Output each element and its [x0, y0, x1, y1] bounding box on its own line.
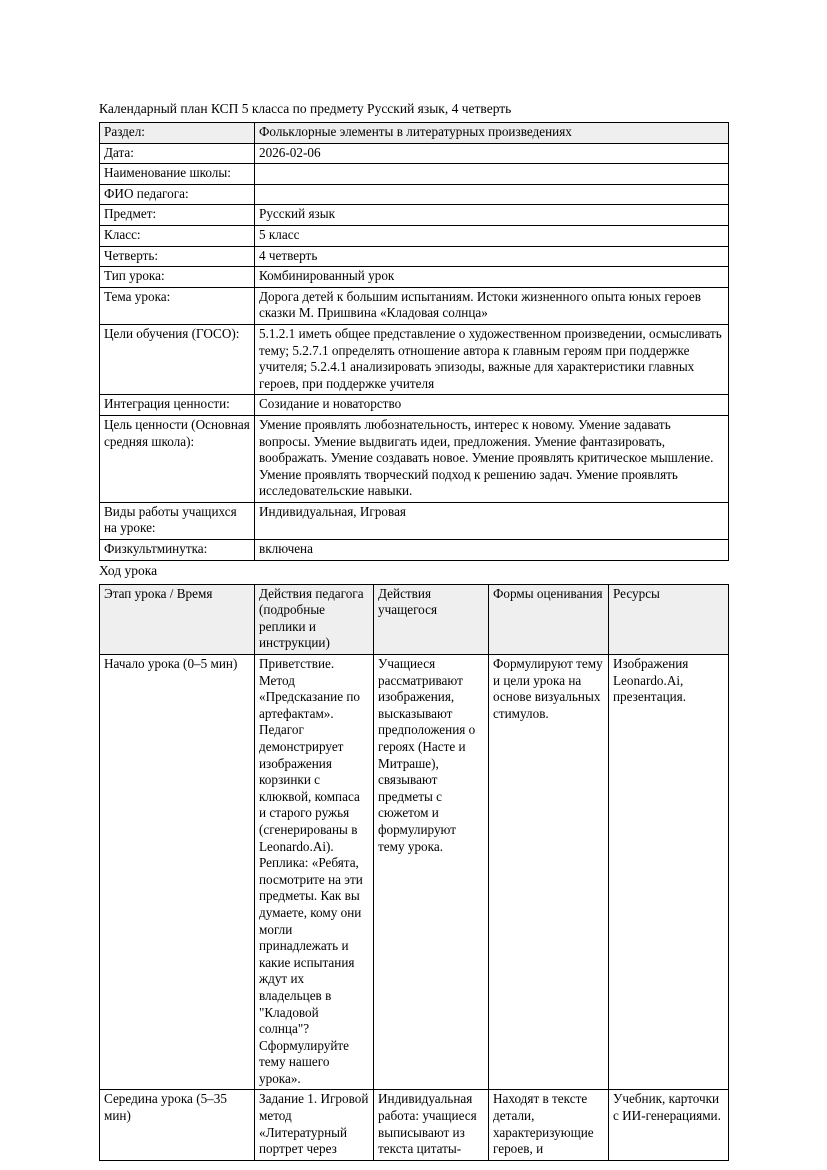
flow-teacher-cell: Приветствие. Метод «Предсказание по артефактам». Педагог демонстрирует изображения корзинки с клюквой, компаса и старого ружья (сгенерированы в Leonardo.Ai). Реплика: «Ребята, посмотрите на эти предметы. Как вы думаете, кому они могли принадлежать и какие испытания ждут их владельцев в "Кладовой солнца"? Сформулируйте тему нашего урока». — [255, 655, 374, 1090]
flow-stage-cell: Начало урока (0–5 мин) — [100, 655, 255, 1090]
info-row-label: Дата: — [100, 143, 255, 164]
info-row-label: Класс: — [100, 225, 255, 246]
flow-resources-cell: Учебник, карточки с ИИ-генерациями. — [609, 1090, 729, 1160]
info-row-label: Цели обучения (ГОСО): — [100, 324, 255, 394]
flow-column-header: Этап урока / Время — [100, 584, 255, 654]
info-row-label: ФИО педагога: — [100, 184, 255, 205]
flow-student-cell: Учащиеся рассматривают изображения, высказывают предположения о героях (Насте и Митраше), связывают предметы с сюжетом и формулируют тему урока. — [374, 655, 489, 1090]
info-row-value: 5 класс — [255, 225, 729, 246]
info-row-value: Дорога детей к большим испытаниям. Истоки жизненного опыта юных героев сказки М. Пришвина «Кладовая солнца» — [255, 287, 729, 324]
flow-teacher-cell: Задание 1. Игровой метод «Литературный портрет через — [255, 1090, 374, 1160]
table-row — [100, 324, 729, 394]
info-row-label: Интеграция ценности: — [100, 395, 255, 416]
info-row-value: 4 четверть — [255, 246, 729, 267]
table-row — [100, 246, 729, 267]
flow-assessment-cell: Находят в тексте детали, характеризующие героев, и — [489, 1090, 609, 1160]
table-row — [100, 164, 729, 185]
table-row — [100, 143, 729, 164]
info-row-label: Виды работы учащихся на уроке: — [100, 502, 255, 539]
flow-table-header-row — [100, 584, 729, 654]
lesson-flow-heading: Ход урока — [99, 562, 158, 578]
info-row-label: Цель ценности (Основная средняя школа): — [100, 415, 255, 502]
info-row-value: включена — [255, 540, 729, 561]
info-row-value: Комбинированный урок — [255, 267, 729, 288]
info-row-value — [255, 184, 729, 205]
flow-student-cell: Индивидуальная работа: учащиеся выписывают из текста цитаты- — [374, 1090, 489, 1160]
lesson-flow-table — [99, 584, 729, 1161]
info-row-value: Фольклорные элементы в литературных произведениях — [255, 123, 729, 144]
table-row — [100, 184, 729, 205]
info-row-value: Индивидуальная, Игровая — [255, 502, 729, 539]
table-row — [100, 415, 729, 502]
flow-column-header: Формы оценивания — [489, 584, 609, 654]
info-row-label: Предмет: — [100, 205, 255, 226]
table-row — [100, 1090, 729, 1160]
table-row — [100, 540, 729, 561]
info-row-label: Четверть: — [100, 246, 255, 267]
info-row-value: Умение проявлять любознательность, интерес к новому. Умение задавать вопросы. Умение выдвигать идеи, предложения. Умение фантазировать, воображать. Умение создавать новое. Умение проявлять критическое мышление. Умение проявлять творческий подход к решению задач. Умение проявлять исследовательские навыки. — [255, 415, 729, 502]
info-row-value: 5.1.2.1 иметь общее представление о художественном произведении, осмысливать тему; 5.2.7.1 определять отношение автора к главным героям при поддержке учителя; 5.2.4.1 анализировать эпизоды, важные для характеристики главных героев, при поддержке учителя — [255, 324, 729, 394]
table-row — [100, 225, 729, 246]
table-row — [100, 205, 729, 226]
info-row-label: Раздел: — [100, 123, 255, 144]
table-row — [100, 123, 729, 144]
info-row-label: Тип урока: — [100, 267, 255, 288]
info-row-value: 2026-02-06 — [255, 143, 729, 164]
info-row-label: Физкультминутка: — [100, 540, 255, 561]
lesson-info-table-body — [100, 123, 729, 561]
flow-stage-cell: Середина урока (5–35 мин) — [100, 1090, 255, 1160]
info-row-value: Русский язык — [255, 205, 729, 226]
table-row — [100, 502, 729, 539]
table-row — [100, 267, 729, 288]
flow-column-header: Действия учащегося — [374, 584, 489, 654]
lesson-flow-table-body — [100, 584, 729, 1160]
info-row-value — [255, 164, 729, 185]
flow-column-header: Ресурсы — [609, 584, 729, 654]
lesson-info-table — [99, 122, 729, 561]
table-row — [100, 395, 729, 416]
flow-assessment-cell: Формулируют тему и цели урока на основе визуальных стимулов. — [489, 655, 609, 1090]
info-row-label: Наименование школы: — [100, 164, 255, 185]
flow-column-header: Действия педагога (подробные реплики и инструкции) — [255, 584, 374, 654]
info-row-value: Созидание и новаторство — [255, 395, 729, 416]
table-row — [100, 287, 729, 324]
info-row-label: Тема урока: — [100, 287, 255, 324]
table-row — [100, 655, 729, 1090]
page-title: Календарный план КСП 5 класса по предмету Русский язык, 4 четверть — [99, 101, 512, 116]
flow-resources-cell: Изображения Leonardo.Ai, презентация. — [609, 655, 729, 1090]
